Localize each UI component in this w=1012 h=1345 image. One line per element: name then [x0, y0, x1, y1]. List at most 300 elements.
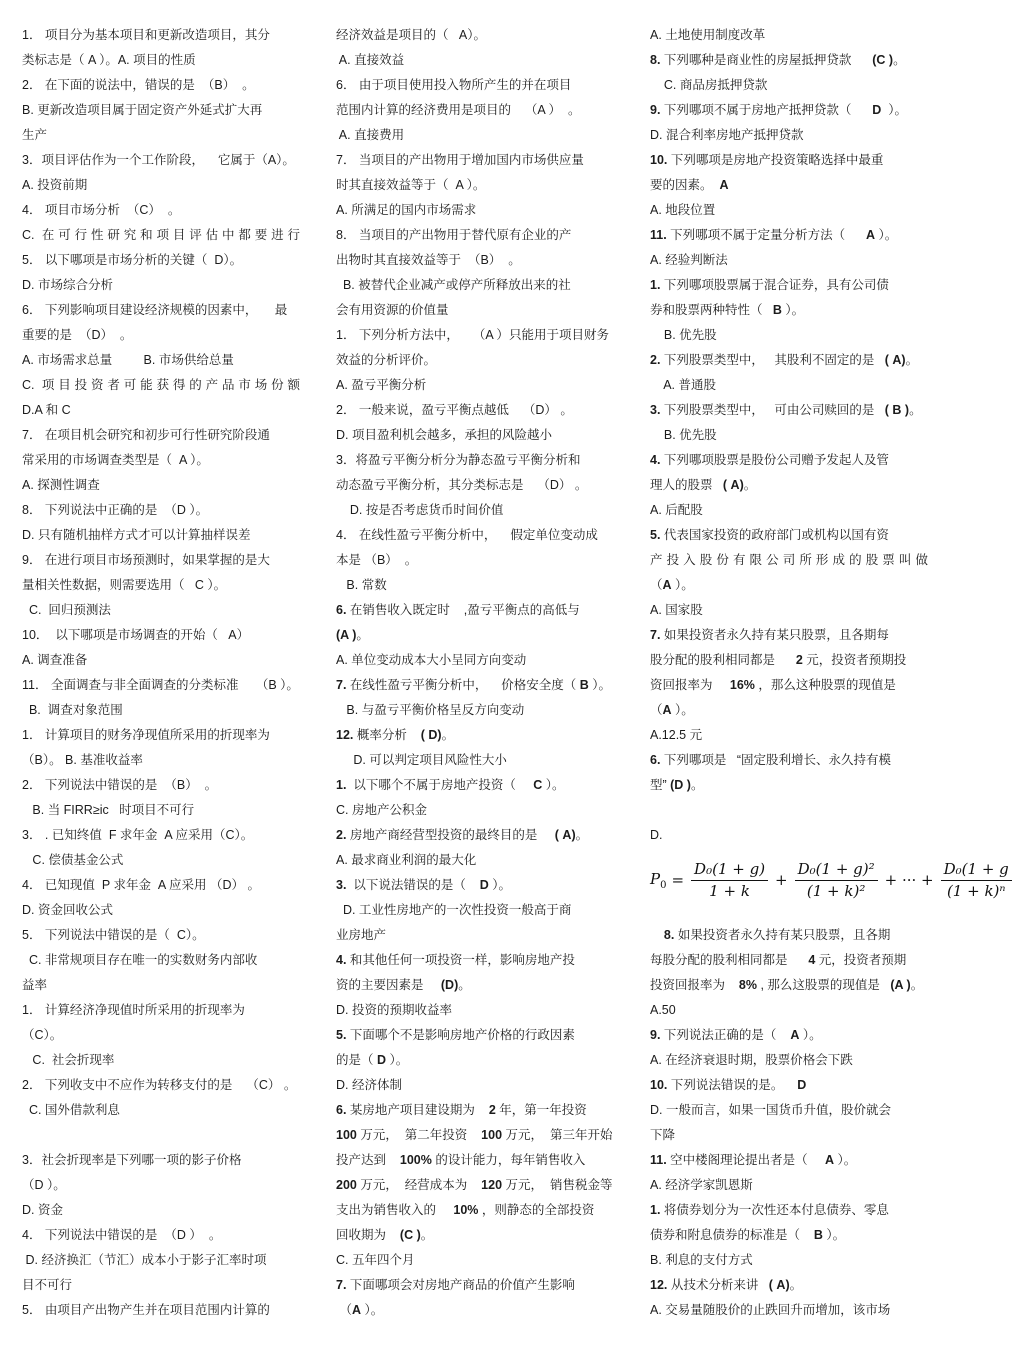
- line-text: 产投入股份有限公司所形成的股票叫做: [650, 553, 928, 567]
- text-line: [22, 376, 300, 394]
- line-text: 8． 下列说法中正确的是 （D ）。: [22, 503, 209, 517]
- line-text: ）。: [488, 878, 512, 892]
- text-line: [22, 51, 196, 69]
- text-line: [22, 1051, 114, 1069]
- bold-text: 6.: [336, 603, 347, 617]
- line-text: 回收期为: [336, 1228, 400, 1242]
- bold-text: 120: [481, 1178, 503, 1192]
- formula-numerator: D₀(1 + g: [941, 860, 1012, 881]
- line-text: A. 探测性调查: [22, 478, 100, 492]
- bold-text: B: [772, 303, 782, 317]
- line-text: 3． . 已知终值 F 求年金 A 应采用（C）。: [22, 828, 254, 842]
- text-line: [22, 1001, 245, 1019]
- line-text: 9． 在进行项目市场预测时，如果掌握的是大: [22, 553, 270, 567]
- line-text: 1． 计算经济净现值时所采用的折现率为: [22, 1003, 245, 1017]
- line-text: 经济效益是项目的（ A）。: [336, 28, 487, 42]
- text-line: [22, 1201, 63, 1219]
- line-text: C. 五年四个月: [336, 1253, 415, 1267]
- bold-text: D: [872, 103, 882, 117]
- text-line: [336, 976, 471, 994]
- line-text: C. 国外借款利息: [22, 1103, 120, 1117]
- line-text: 型”: [650, 778, 671, 792]
- text-line: [650, 51, 906, 69]
- text-line: [336, 701, 524, 719]
- line-text: B. 被替代企业减产或停产所释放出来的社: [336, 278, 571, 292]
- dividend-growth-formula: [650, 852, 1009, 908]
- line-text: 如果投资者永久持有某只股票，且各期: [674, 928, 891, 942]
- bold-text: ( A): [722, 478, 744, 492]
- bold-text: (C ): [399, 1228, 421, 1242]
- line-text: 益率: [22, 978, 48, 992]
- text-line: [22, 751, 143, 769]
- line-text: D. 经济体制: [336, 1078, 402, 1092]
- text-line: [650, 601, 703, 619]
- text-line: [22, 276, 113, 294]
- bold-text: 200: [336, 1178, 357, 1192]
- text-line: [336, 676, 611, 694]
- line-text: D. 一般而言，如果一国货币升值，股价就会: [650, 1103, 891, 1117]
- line-text: 1． 下列分析方法中， （A ）只能用于项目财务: [336, 328, 609, 342]
- bold-text: 9.: [650, 1028, 661, 1042]
- line-text: 7． 当项目的产出物用于增加国内市场供应量: [336, 153, 584, 167]
- text-line: [650, 351, 918, 369]
- line-text: 下降: [650, 1128, 676, 1142]
- line-text: B. 更新改造项目属于固定资产外延式扩大再: [22, 103, 263, 117]
- text-line: [650, 1151, 856, 1169]
- line-text: D. 工业性房地产的一次性投资一般高于商: [336, 903, 572, 917]
- bold-text: 2: [795, 653, 803, 667]
- text-line: [22, 126, 47, 144]
- line-text: 资回报率为: [650, 678, 730, 692]
- text-line: [22, 1026, 62, 1044]
- line-text: C. 房地产公积金: [336, 803, 427, 817]
- text-line: [336, 301, 449, 319]
- text-line: [336, 1251, 414, 1269]
- line-text: 的设计能力，每年销售收入: [431, 1153, 586, 1167]
- formula-lhs: [650, 870, 666, 891]
- bold-text: 9.: [650, 103, 661, 117]
- line-text: 支出为销售收入的: [336, 1203, 454, 1217]
- line-text: A. 普通股: [650, 378, 716, 392]
- text-line: [336, 851, 476, 869]
- line-text: 代表国家投资的政府部门或机构以国有资: [660, 528, 889, 542]
- line-text: 空中楼阁理论提出者是（: [666, 1153, 826, 1167]
- text-line: [336, 1001, 452, 1019]
- line-text: ）。: [875, 228, 898, 242]
- formula-term-2: [795, 860, 878, 901]
- line-text: B. 当 FIRR≥ic 时项目不可行: [22, 803, 195, 817]
- line-text: B. 优先股: [650, 328, 717, 342]
- text-line: [22, 426, 270, 444]
- bold-text: 4.: [650, 453, 661, 467]
- text-line: [650, 1176, 753, 1194]
- text-line: [336, 501, 503, 519]
- bold-text: 2.: [336, 828, 347, 842]
- text-line: [650, 576, 694, 594]
- text-line: [650, 176, 728, 194]
- text-line: [22, 201, 180, 219]
- text-line: [336, 476, 587, 494]
- text-line: [22, 451, 209, 469]
- bold-text: 6.: [336, 1103, 347, 1117]
- bold-text: 100%: [399, 1153, 432, 1167]
- bold-text: A: [719, 178, 729, 192]
- line-text: A. 盈亏平衡分析: [336, 378, 427, 392]
- formula-numerator: D₀(1 + g)²: [795, 860, 878, 881]
- line-text: 。: [910, 978, 924, 992]
- line-text: 元，投资者预期投: [802, 653, 907, 667]
- formula-denominator: 1 + k: [709, 881, 750, 900]
- bold-text: 7.: [650, 628, 661, 642]
- line-text: C. 商品房抵押贷款: [650, 78, 768, 92]
- bold-text: 3.: [336, 878, 347, 892]
- line-text: 。: [420, 1228, 434, 1242]
- text-line: [650, 501, 703, 519]
- line-text: 。: [909, 403, 922, 417]
- line-text: 年，第一年投资: [495, 1103, 587, 1117]
- line-text: D. 可以判定项目风险性大小: [336, 753, 507, 767]
- text-line: [22, 626, 249, 644]
- line-text: 将债券划分为一次性还本付息债券、零息: [660, 1203, 889, 1217]
- text-line: [336, 26, 486, 44]
- text-line: [22, 801, 194, 819]
- line-text: 常采用的市场调查类型是（ A ）。: [22, 453, 209, 467]
- text-line: [336, 576, 387, 594]
- bold-text: 8.: [663, 928, 675, 942]
- bold-text: D: [479, 878, 489, 892]
- bold-text: 6.: [650, 753, 661, 767]
- line-text: [650, 928, 664, 942]
- text-line: [22, 1276, 72, 1294]
- line-text: 下列股票类型中， 可由公司赎回的是: [660, 403, 885, 417]
- line-text: D. 市场综合分析: [22, 278, 113, 292]
- formula-numerator: D₀(1 + g): [691, 860, 768, 881]
- text-line: [22, 651, 87, 669]
- text-line: [336, 551, 417, 569]
- line-text: ）。: [542, 778, 565, 792]
- line-text: 1． 计算项目的财务净现值所采用的折现率为: [22, 728, 270, 742]
- text-line: [336, 226, 571, 244]
- line-text: A. 所满足的国内市场需求: [336, 203, 477, 217]
- line-text: A.50: [650, 1003, 676, 1017]
- formula-plus: +: [775, 871, 788, 889]
- text-line: [22, 1101, 120, 1119]
- line-text: 11． 全面调查与非全面调查的分类标准 （B ）。: [22, 678, 299, 692]
- line-text: B. 与盈亏平衡价格呈反方向变动: [336, 703, 525, 717]
- bold-text: 4: [808, 953, 816, 967]
- text-line: [650, 551, 928, 569]
- text-line: [336, 201, 476, 219]
- bold-text: 1.: [650, 278, 661, 292]
- bold-text: ( A): [554, 828, 576, 842]
- bold-text: D: [797, 1078, 807, 1092]
- text-line: [336, 426, 552, 444]
- line-text: A. 交易量随股价的止跌回升而增加，该市场: [650, 1303, 891, 1317]
- bold-text: 1.: [336, 778, 347, 792]
- text-line: [650, 26, 765, 44]
- line-text: C. 偿债基金公式: [22, 853, 124, 867]
- text-line: [22, 926, 205, 944]
- bold-text: 5.: [336, 1028, 347, 1042]
- text-line: [650, 1051, 853, 1069]
- line-text: C. 社会折现率: [22, 1053, 115, 1067]
- text-line: [650, 251, 728, 269]
- line-text: 。: [441, 728, 455, 742]
- bold-text: 11.: [650, 1153, 667, 1167]
- line-text: 在销售收入既定时 ,盈亏平衡点的高低与: [346, 603, 580, 617]
- text-line: [650, 126, 803, 144]
- text-line: [650, 1276, 802, 1294]
- line-text: 会有用资源的价值量: [336, 303, 449, 317]
- text-line: [336, 826, 588, 844]
- line-text: 2． 下列说法中错误的是 （B） 。: [22, 778, 218, 792]
- text-line: [22, 876, 260, 894]
- line-text: 下面哪个不是影响房地产价格的行政因素: [346, 1028, 575, 1042]
- text-line: [22, 176, 87, 194]
- bold-text: 2: [488, 1103, 496, 1117]
- text-line: [22, 701, 123, 719]
- bold-text: 10%: [453, 1203, 479, 1217]
- text-line: [336, 651, 526, 669]
- text-line: [336, 601, 580, 619]
- line-text: ）。: [799, 1028, 822, 1042]
- bold-text: (C ): [872, 53, 894, 67]
- bold-text: B: [579, 678, 589, 692]
- bold-text: 5.: [650, 528, 661, 542]
- formula-lhs-subscript: 0: [660, 879, 667, 891]
- bold-text: A: [351, 1303, 362, 1317]
- line-text: C. 回归预测法: [22, 603, 111, 617]
- text-line: [22, 851, 123, 869]
- line-text: 债券和附息债券的标准是（: [650, 1228, 814, 1242]
- text-line: [336, 951, 575, 969]
- text-line: [650, 401, 922, 419]
- line-text: A. 最求商业利润的最大化: [336, 853, 477, 867]
- formula-ellipsis: + ··· +: [884, 871, 934, 889]
- line-text: 资的主要因素是: [336, 978, 441, 992]
- line-text: 下列哪种是商业性的房屋抵押贷款: [660, 53, 873, 67]
- text-line: [650, 476, 756, 494]
- text-line: [336, 326, 609, 344]
- line-text: C. 非常规项目存在唯一的实数财务内部收: [22, 953, 258, 967]
- text-line: [650, 1126, 675, 1144]
- line-text: 10． 以下哪项是市场调查的开始（ A）: [22, 628, 250, 642]
- line-text: 。: [905, 353, 919, 367]
- line-text: 元，投资者预期: [815, 953, 907, 967]
- line-text: 4． 项目市场分析 （C） 。: [22, 203, 181, 217]
- line-text: 下列说法正确的是（: [660, 1028, 791, 1042]
- line-text: 投产达到: [336, 1153, 400, 1167]
- line-text: 时其直接效益等于（ A ）。: [336, 178, 486, 192]
- line-text: ）。: [781, 303, 805, 317]
- line-text: 6． 由于项目使用投入物所产生的并在项目: [336, 78, 572, 92]
- bold-text: 7.: [336, 678, 347, 692]
- text-line: [650, 1226, 845, 1244]
- text-line: [22, 951, 257, 969]
- line-text: A. 直接费用: [336, 128, 405, 142]
- text-line: [336, 876, 511, 894]
- text-line: [650, 701, 694, 719]
- text-line: [22, 1176, 66, 1194]
- line-text: 4． 已知现值 P 求年金 A 应采用 （D） 。: [22, 878, 260, 892]
- text-line: [650, 426, 717, 444]
- line-text: 3．将盈亏平衡分析分为静态盈亏平衡分析和: [336, 453, 581, 467]
- text-line: [336, 101, 580, 119]
- formula-term-n: [941, 860, 1012, 901]
- text-line: [650, 1251, 753, 1269]
- line-text: 在线性盈亏平衡分析中， 价格安全度（: [346, 678, 580, 692]
- line-text: 万元， 第二年投资: [356, 1128, 482, 1142]
- text-line: [650, 676, 896, 694]
- text-line: [22, 351, 234, 369]
- text-line: [650, 826, 663, 844]
- text-line: [336, 526, 598, 544]
- line-text: 从技术分析来讲: [667, 1278, 769, 1292]
- text-line: [22, 901, 113, 919]
- text-line: [336, 1226, 433, 1244]
- bold-text: 7.: [336, 1278, 347, 1292]
- text-line: [22, 476, 100, 494]
- line-text: A. 直接效益: [336, 53, 405, 67]
- line-text: A.12.5 元: [650, 728, 703, 742]
- column-3: [650, 0, 950, 1345]
- text-line: [650, 1201, 889, 1219]
- text-line: [650, 1101, 891, 1119]
- line-text: 业房地产: [336, 928, 387, 942]
- text-line: [336, 726, 454, 744]
- line-text: D. 经济换汇（节汇）成本小于影子汇率时项: [22, 1253, 267, 1267]
- line-text: ）。: [361, 1303, 384, 1317]
- line-text: A. 经验判断法: [650, 253, 728, 267]
- line-text: A. 经济学家凯恩斯: [650, 1178, 753, 1192]
- line-text: 目不可行: [22, 1278, 73, 1292]
- line-text: 下列哪项不属于定量分析方法（: [666, 228, 866, 242]
- line-text: A. 市场需求总量 B. 市场供给总量: [22, 353, 234, 367]
- line-text: A. 后配股: [650, 503, 703, 517]
- text-line: [336, 1101, 587, 1119]
- text-line: [650, 1026, 822, 1044]
- text-line: [22, 776, 217, 794]
- text-line: [650, 951, 906, 969]
- bold-text: 3.: [650, 403, 661, 417]
- bold-text: 1.: [650, 1203, 661, 1217]
- text-line: [650, 276, 889, 294]
- text-line: [22, 551, 270, 569]
- line-text: 下列股票类型中， 其股利不固定的是: [660, 353, 885, 367]
- line-text: 以下哪个不属于房地产投资（: [346, 778, 534, 792]
- bold-text: (A ): [890, 978, 911, 992]
- line-text: D. 按是否考虑货币时间价值: [336, 503, 504, 517]
- bold-text: 100: [336, 1128, 357, 1142]
- text-line: [650, 1001, 676, 1019]
- line-text: D. 项目盈利机会越多，承担的风险越小: [336, 428, 552, 442]
- text-line: [22, 401, 71, 419]
- bold-text: A: [866, 228, 876, 242]
- line-text: D.A 和 C: [22, 403, 71, 417]
- text-line: [650, 751, 891, 769]
- text-line: [336, 76, 571, 94]
- text-line: [336, 1301, 383, 1319]
- line-text: 投资回报率为: [650, 978, 739, 992]
- text-line: [22, 101, 262, 119]
- line-text: 股分配的股利相同都是: [650, 653, 796, 667]
- text-line: [336, 926, 386, 944]
- line-text: 1． 项目分为基本项目和更新改造项目，其分: [22, 28, 270, 42]
- line-text: 范围内计算的经济费用是项目的 （A ） 。: [336, 103, 581, 117]
- text-line: [336, 1026, 575, 1044]
- line-text: 。: [575, 828, 589, 842]
- text-line: [22, 326, 132, 344]
- line-text: 的是（: [336, 1053, 377, 1067]
- text-line: [22, 1301, 270, 1319]
- bold-text: (A ): [336, 628, 357, 642]
- line-text: D. 只有随机抽样方式才可以计算抽样误差: [22, 528, 251, 542]
- line-text: 。: [789, 1278, 803, 1292]
- text-line: [650, 976, 923, 994]
- bold-text: A: [662, 578, 672, 592]
- formula-term-1: [691, 860, 768, 901]
- line-text: 要的因素。: [650, 178, 720, 192]
- line-text: A. 地段位置: [650, 203, 716, 217]
- bold-text: A: [825, 1153, 835, 1167]
- text-line: [22, 26, 270, 44]
- bold-text: 12.: [336, 728, 354, 742]
- text-line: [336, 176, 485, 194]
- line-text: 5． 下列说法中错误的是（ C）。: [22, 928, 205, 942]
- line-text: 某房地产项目建设期为: [346, 1103, 489, 1117]
- bold-text: 2.: [650, 353, 661, 367]
- text-line: [650, 376, 716, 394]
- text-line: [22, 226, 300, 244]
- text-line: [22, 1076, 296, 1094]
- text-line: [336, 376, 426, 394]
- bold-text: D: [376, 1053, 387, 1067]
- line-text: 下列哪项是 “固定股利增长、永久持有模: [660, 753, 891, 767]
- line-text: ）。: [834, 1153, 857, 1167]
- line-text: B. 利息的支付方式: [650, 1253, 753, 1267]
- bold-text: C: [533, 778, 543, 792]
- line-text: 以下说法错误的是（: [346, 878, 480, 892]
- bold-text: (D): [440, 978, 459, 992]
- text-line: [336, 1051, 408, 1069]
- line-text: （C）。: [22, 1028, 63, 1042]
- text-line: [22, 676, 299, 694]
- bold-text: ( D): [420, 728, 442, 742]
- line-text: 券和股票两种特性（: [650, 303, 773, 317]
- formula-denominator: (1 + k)ⁿ: [946, 881, 1006, 900]
- line-text: 。: [743, 478, 757, 492]
- text-line: [650, 76, 767, 94]
- line-text: 。: [356, 628, 369, 642]
- text-line: [650, 326, 717, 344]
- line-text: 2． 下列收支中不应作为转移支付的是 （C） 。: [22, 1078, 297, 1092]
- line-text: 万元， 销售税金等: [502, 1178, 613, 1192]
- line-text: 3．社会折现率是下列哪一项的影子价格: [22, 1153, 242, 1167]
- text-line: [336, 1176, 612, 1194]
- text-line: [22, 1226, 221, 1244]
- bold-text: 10.: [650, 1078, 668, 1092]
- line-text: 8． 当项目的产出物用于替代原有企业的产: [336, 228, 572, 242]
- line-text: 5． 由项目产出物产生并在项目范围内计算的: [22, 1303, 270, 1317]
- bold-text: ( B ): [884, 403, 910, 417]
- line-text: 概率分析: [353, 728, 421, 742]
- text-line: [22, 826, 253, 844]
- line-text: ）。: [671, 703, 694, 717]
- line-text: 5． 以下哪项是市场分析的关键（ D）。: [22, 253, 243, 267]
- line-text: 出物时其直接效益等于 （B） 。: [336, 253, 521, 267]
- text-line: [650, 101, 907, 119]
- bold-text: 100: [481, 1128, 503, 1142]
